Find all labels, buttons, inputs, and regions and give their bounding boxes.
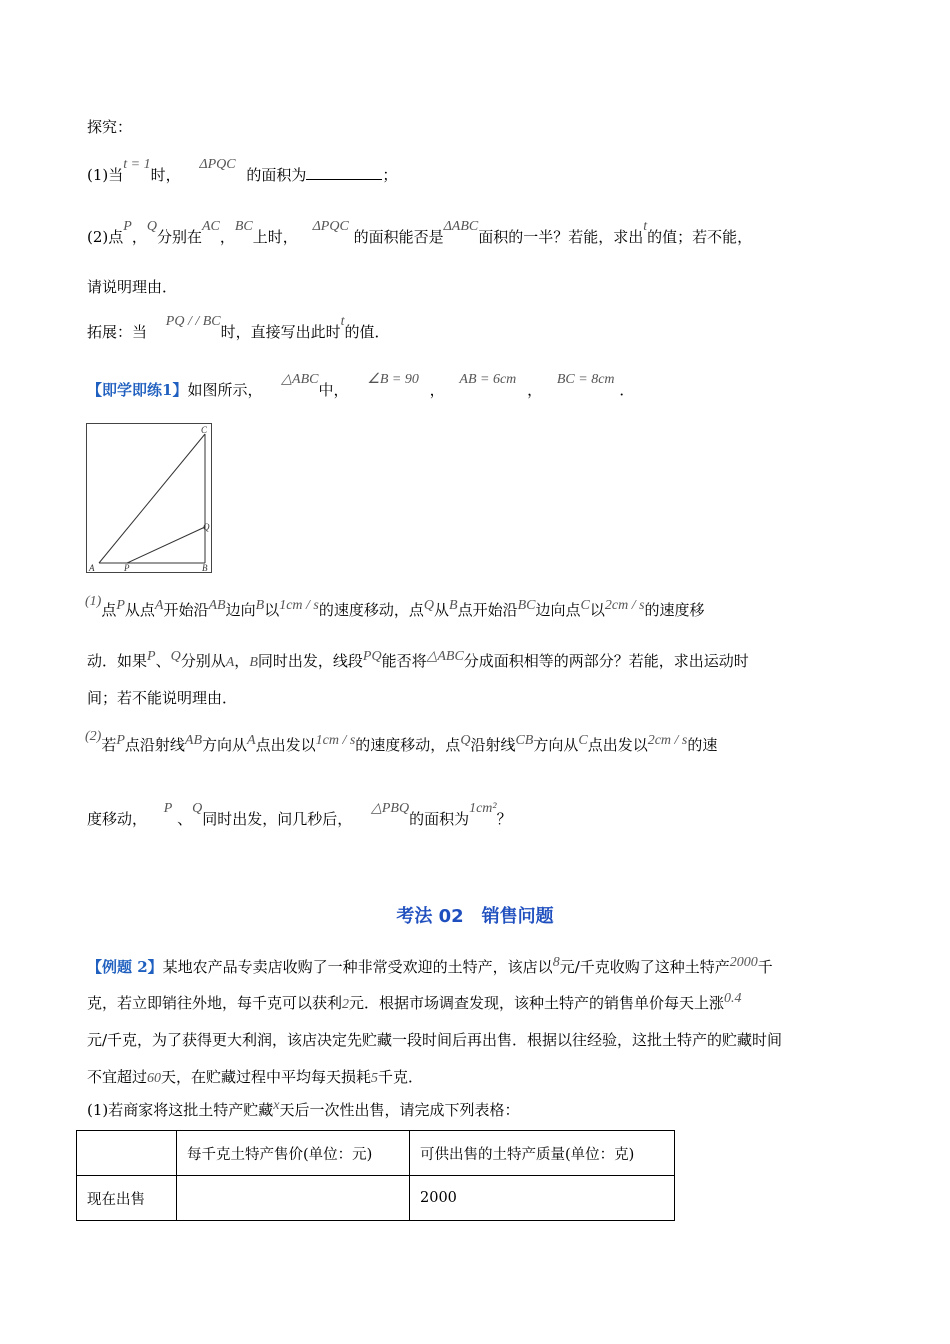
q2-mid4: 面积的一半？若能，求出 — [478, 228, 644, 246]
math-pq: PQ — [362, 649, 382, 664]
t: 方向从 — [533, 736, 579, 754]
practice-q2-num: (2) — [85, 729, 102, 744]
practice-q1-num: (1) — [85, 594, 102, 609]
q1-mid: 时， — [150, 166, 181, 184]
math-p: P — [116, 733, 125, 748]
math-p: P — [123, 219, 132, 234]
segment-pq — [127, 527, 205, 563]
t: 千克． — [378, 1068, 424, 1086]
practice-q1-line-1 — [85, 594, 705, 622]
t: 点出发以 — [255, 736, 316, 754]
example-2-line-4 — [87, 1067, 423, 1089]
math-q: Q — [460, 733, 471, 748]
table-header-cell: 每千克土特产售价(单位：元) — [177, 1131, 410, 1176]
explore-label: 探究： — [87, 118, 133, 136]
example-2-line-2 — [87, 993, 742, 1015]
math-pq-parallel-bc: PQ / / BC — [165, 314, 221, 329]
example-2-line-3: 元/千克，为了获得更大利润，该店决定先贮藏一段时间后再出售．根据以往经验，这批土特产的贮藏时间 — [87, 1031, 783, 1049]
t: 度移动， — [87, 810, 148, 828]
t: 某地农产品专卖店收购了一种非常受欢迎的土特产，该店以 — [162, 958, 553, 976]
math-triangle-abc: ΔABC — [443, 219, 479, 234]
t: 以 — [589, 601, 605, 619]
practice-1-tag: 【即学即练1】 — [87, 381, 188, 399]
math-ab: AB — [184, 733, 203, 748]
q1-suffix: 的面积为 — [246, 166, 307, 184]
t: 同时出发，线段 — [257, 652, 363, 670]
segment-ac — [99, 434, 205, 563]
ext-prefix: 拓展：当 — [87, 323, 148, 341]
math-q: Q — [192, 801, 203, 816]
math-price: 8 — [552, 955, 560, 970]
table-cell: 2000 — [410, 1176, 675, 1221]
t: 边向 — [225, 601, 256, 619]
t: 从点 — [124, 601, 155, 619]
t: 若 — [101, 736, 117, 754]
math-ab: AB — [208, 598, 226, 613]
t: 同时出发，问几秒后， — [202, 810, 353, 828]
math-bc: BC — [517, 598, 536, 613]
practice-q1-line-2 — [87, 651, 749, 673]
example-2-tag: 【例题 2】 — [87, 958, 163, 976]
t: 点开始沿 — [457, 601, 518, 619]
math-b: B — [255, 598, 265, 613]
t: 边向点 — [535, 601, 581, 619]
q2-mid3: 的面积能否是 — [353, 228, 444, 246]
table-row — [77, 1176, 675, 1221]
q2-mid1: 分别在 — [156, 228, 202, 246]
extension-line — [87, 314, 390, 344]
math-triangle-pbq: △PBQ — [371, 801, 410, 816]
math-triangle-pqc: ΔPQC — [199, 157, 236, 172]
math-area: 1cm² — [469, 801, 497, 816]
t: 不宜超过 — [87, 1068, 148, 1086]
t: 方向从 — [202, 736, 248, 754]
math-bc-length: BC = 8cm — [556, 372, 615, 387]
math-p: P — [116, 598, 125, 613]
example-2-question-1 — [87, 1100, 519, 1122]
section-heading: 考法 02 销售问题 — [396, 906, 554, 927]
ext-end: 的值． — [344, 323, 390, 341]
question-1-line — [87, 157, 398, 187]
table-header-cell — [77, 1131, 177, 1176]
math-a: A — [154, 598, 164, 613]
math-ab-length: AB = 6cm — [459, 372, 517, 387]
practice-q2-line-2 — [87, 801, 512, 831]
practice-1-comma2: ， — [527, 381, 543, 399]
math-c: C — [580, 598, 590, 613]
t: 能否将 — [381, 652, 427, 670]
practice-q1-line-3: 间；若不能说明理由． — [87, 689, 238, 707]
t: 分别从 — [180, 652, 226, 670]
label-q: Q — [203, 522, 210, 532]
math-speed-1: 1cm / s — [279, 598, 319, 613]
t: 天后一次性出售，请完成下列表格： — [279, 1101, 520, 1119]
t: 分成面积相等的两部分？若能，求出运动时 — [463, 652, 749, 670]
t: 从 — [434, 601, 450, 619]
math-triangle-pqc-2: ΔPQC — [312, 219, 349, 234]
practice-1-text: 如图所示， — [187, 381, 263, 399]
q1-end: ； — [382, 166, 398, 184]
table-cell[interactable] — [177, 1176, 410, 1221]
example-2-line-1 — [87, 957, 773, 979]
math-q: Q — [170, 649, 181, 664]
math-p: P — [163, 801, 173, 816]
t: 的速度移动，点 — [355, 736, 461, 754]
label-c: C — [201, 425, 208, 435]
t: (1)若商家将这批土特产贮藏 — [87, 1101, 274, 1119]
question-2-line-2: 请说明理由． — [87, 278, 178, 296]
math-cb: CB — [515, 733, 534, 748]
practice-1-comma: ， — [429, 381, 445, 399]
math-ac: AC — [201, 219, 220, 234]
label-b: B — [202, 563, 208, 572]
t: ， — [234, 652, 250, 670]
t: 以 — [264, 601, 280, 619]
math-t-equals-1: t = 1 — [123, 157, 151, 172]
math-speed-2: 2cm / s — [604, 598, 645, 613]
t: 元．根据市场调查发现，该种土特产的销售单价每天上涨 — [349, 994, 725, 1012]
t: 的速 — [687, 736, 718, 754]
math-days: 60 — [147, 1071, 162, 1086]
label-p: P — [124, 563, 130, 572]
table-cell: 现在出售 — [77, 1176, 177, 1221]
triangle-diagram — [87, 424, 211, 572]
math-b: B — [449, 598, 458, 613]
math-angle-b: ∠B = 90 — [367, 372, 419, 387]
t: 、 — [177, 810, 193, 828]
t: 的面积为 — [409, 810, 470, 828]
t: 点 — [101, 601, 117, 619]
math-q: Q — [146, 219, 157, 234]
answer-blank[interactable] — [306, 165, 382, 180]
q2-comma2: ， — [219, 228, 235, 246]
math-triangle-abc: △ABC — [426, 649, 464, 664]
t: 开始沿 — [163, 601, 209, 619]
q2-comma: ， — [131, 228, 147, 246]
math-speed-1: 1cm / s — [315, 733, 356, 748]
t: 千 — [757, 958, 773, 976]
ext-mid: 时，直接写出此时 — [220, 323, 341, 341]
t: 天，在贮藏过程中平均每天损耗 — [161, 1068, 372, 1086]
math-profit: 2 — [342, 997, 350, 1012]
practice-1-end: ． — [619, 381, 635, 399]
t: 的速度移 — [644, 601, 705, 619]
math-b: B — [249, 655, 258, 670]
math-t-ext: t — [340, 314, 345, 329]
table-header-cell: 可供出售的土特产质量(单位：克) — [410, 1131, 675, 1176]
q2-prefix: (2)点 — [87, 228, 124, 246]
math-triangle-abc-practice: △ABC — [281, 372, 319, 387]
math-a: A — [225, 655, 235, 670]
question-2-line — [87, 219, 753, 249]
t: 元/千克收购了这种土特产 — [559, 958, 730, 976]
math-loss: 5 — [371, 1071, 379, 1086]
math-q: Q — [423, 598, 435, 613]
t: 的速度移动，点 — [318, 601, 424, 619]
math-c: C — [578, 733, 588, 748]
math-t: t — [643, 219, 648, 234]
q1-prefix: (1)当 — [87, 166, 124, 184]
label-a: A — [89, 563, 95, 572]
practice-q2-line-1 — [85, 729, 718, 757]
t: 点沿射线 — [124, 736, 185, 754]
math-quantity: 2000 — [729, 955, 758, 970]
t: 沿射线 — [470, 736, 516, 754]
practice-1-mid: 中， — [318, 381, 349, 399]
t: 点出发以 — [587, 736, 648, 754]
t: 克，若立即销往外地，每千克可以获利 — [87, 994, 343, 1012]
t: 动．如果 — [87, 652, 148, 670]
sales-table — [76, 1130, 675, 1221]
q2-mid2: 上时， — [252, 228, 298, 246]
t: ？ — [496, 810, 512, 828]
math-a: A — [247, 733, 256, 748]
table-header-row — [77, 1131, 675, 1176]
math-rise: 0.4 — [724, 991, 742, 1006]
math-p: P — [147, 649, 156, 664]
practice-1-line — [87, 372, 635, 402]
t: 、 — [155, 652, 171, 670]
math-speed-2: 2cm / s — [647, 733, 688, 748]
triangle-figure — [86, 423, 212, 573]
math-bc: BC — [234, 219, 253, 234]
math-x: x — [273, 1098, 280, 1113]
q2-end: 的值；若不能， — [647, 228, 753, 246]
